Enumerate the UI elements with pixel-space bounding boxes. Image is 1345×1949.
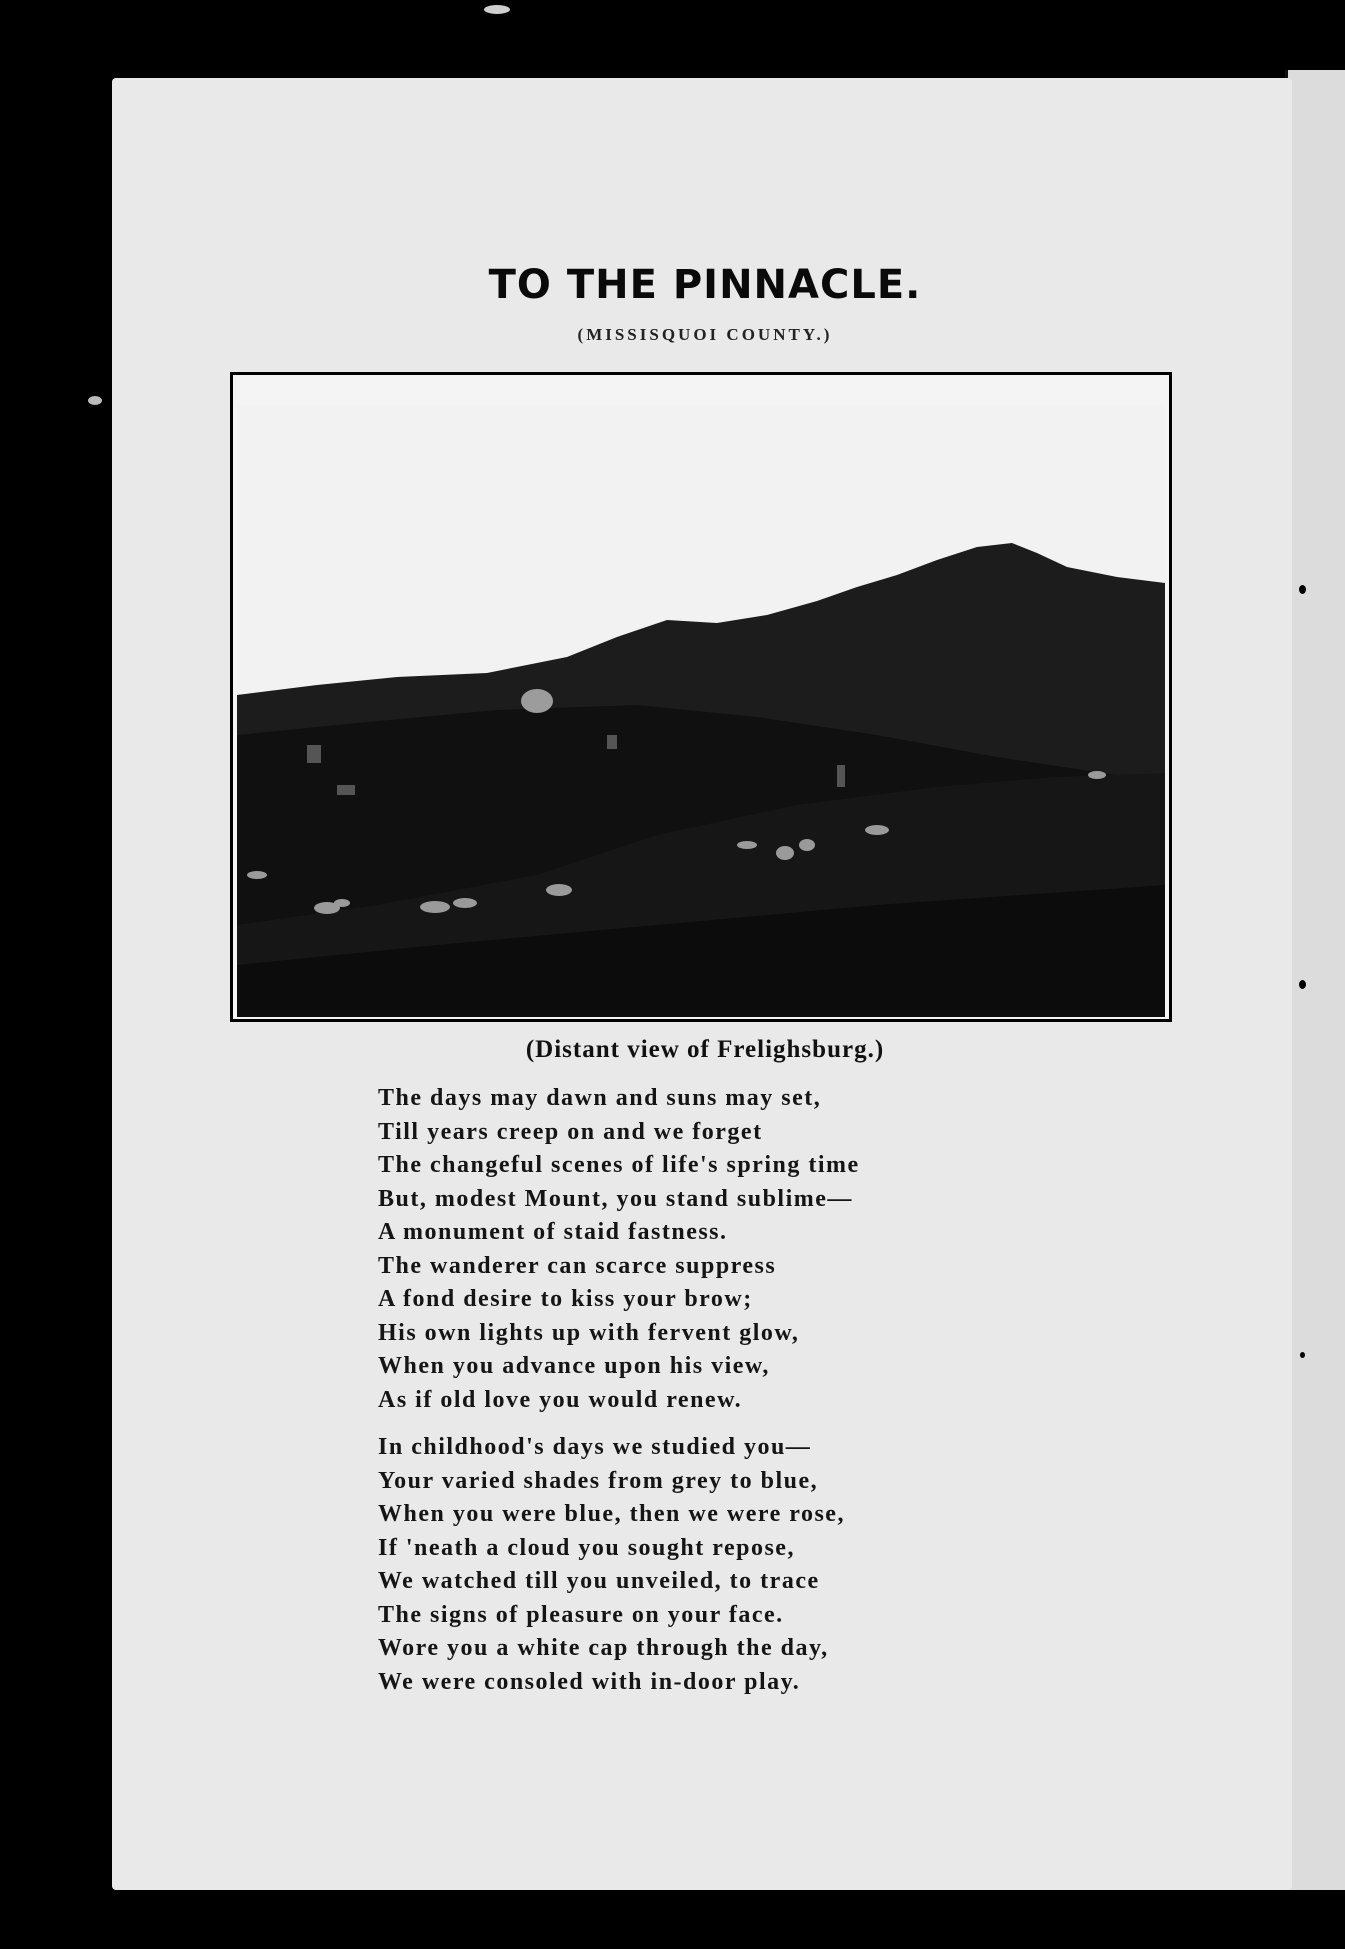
poem-line: The changeful scenes of life's spring time <box>378 1152 860 1178</box>
stanza-1 <box>378 1082 860 1417</box>
poem-title: TO THE PINNACLE. <box>488 262 922 308</box>
edge-mark <box>1300 1352 1305 1358</box>
poem-line: Wore you a white cap through the day, <box>378 1635 829 1661</box>
photo-caption: (Distant view of Frelighsburg.) <box>525 1036 885 1063</box>
poem-line: The days may dawn and suns may set, <box>378 1085 822 1111</box>
poem-line: When you advance upon his view, <box>378 1353 770 1379</box>
scan-speck <box>88 396 102 405</box>
poem-line: Till years creep on and we forget <box>378 1118 763 1145</box>
poem-line: As if old love you would renew. <box>378 1386 743 1413</box>
poem-line: A monument of staid fastness. <box>378 1219 728 1245</box>
edge-mark <box>1299 980 1306 989</box>
poem-line: But, modest Mount, you stand sublime— <box>378 1185 853 1212</box>
poem-subtitle: (MISSISQUOI COUNTY.) <box>577 325 833 344</box>
stanza-2 <box>378 1431 845 1699</box>
poem-line: His own lights up with fervent glow, <box>378 1319 800 1346</box>
poem-line: When you were blue, then we were rose, <box>378 1501 845 1527</box>
landscape-photo <box>230 372 1172 1022</box>
landscape-photo-image <box>237 405 1165 1017</box>
poem-line: We were consoled with in-door play. <box>378 1668 801 1695</box>
poem-line: Your varied shades from grey to blue, <box>378 1467 819 1494</box>
scan-speck <box>484 5 510 14</box>
poem-line: The wanderer can scarce suppress <box>378 1252 777 1279</box>
edge-mark <box>1299 585 1306 594</box>
poem-line: In childhood's days we studied you— <box>378 1434 812 1460</box>
poem-line: If 'neath a cloud you sought repose, <box>378 1534 795 1561</box>
poem-line: The signs of pleasure on your face. <box>378 1601 784 1628</box>
poem-line: We watched till you unveiled, to trace <box>378 1568 820 1594</box>
poem-line: A fond desire to kiss your brow; <box>378 1286 753 1312</box>
